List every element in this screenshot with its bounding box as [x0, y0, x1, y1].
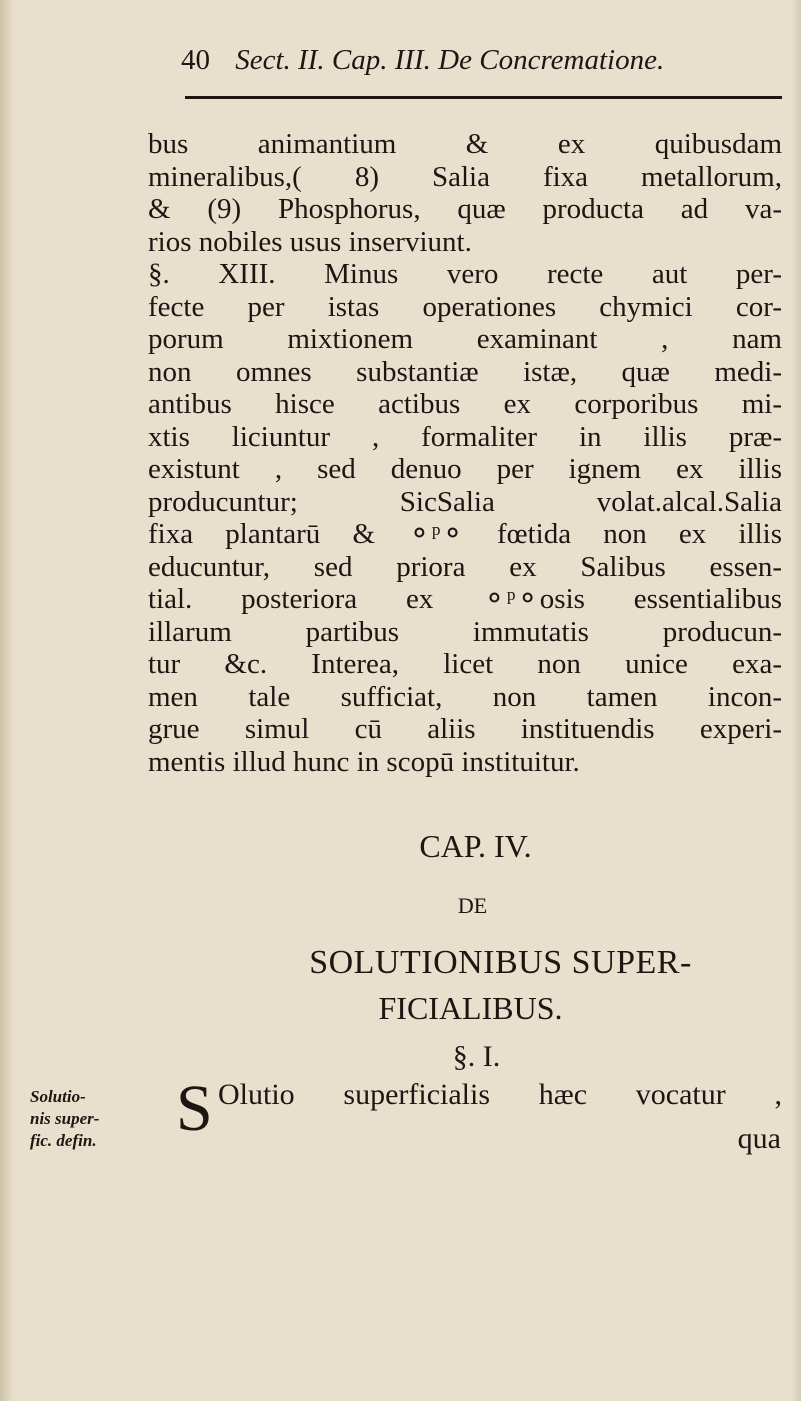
header-rule	[185, 96, 782, 99]
chapter-de: DE	[457, 893, 488, 918]
margin-note-line: Solutio-	[30, 1087, 86, 1106]
running-header	[181, 44, 664, 77]
text-line: fecte per istas operationes chymici cor-	[148, 290, 782, 323]
text-line: §. XIII. Minus vero recte aut per-	[148, 258, 782, 290]
text-line: educuntur, sed priora ex Salibus essen-	[148, 550, 782, 583]
chapter-title: CAP. IV.	[419, 828, 532, 864]
text-line: tur &c. Interea, licet non unice exa-	[148, 648, 782, 680]
text-line: existunt , sed denuo per ignem ex illis	[148, 453, 782, 485]
chapter-subtitle-1: SOLUTIONIBUS SUPER-	[309, 944, 692, 981]
chapter-subtitle-2: FICIALIBUS.	[378, 990, 563, 1026]
drop-cap: S	[176, 1072, 213, 1145]
text-line: men tale sufficiat, non tamen incon-	[148, 680, 782, 713]
page-number: 40	[181, 44, 210, 76]
text-line: mineralibus,( 8) Salia fixa metallorum,	[148, 160, 782, 193]
text-line: bus animantium & ex quibusdam	[148, 128, 782, 160]
running-title: Sect. II. Cap. III. De Concrematione.	[235, 44, 665, 76]
page-gutter	[0, 0, 14, 1401]
text-line: illarum partibus immutatis producun-	[148, 615, 782, 648]
page-edge	[791, 0, 801, 1401]
text-line: & (9) Phosphorus, quæ producta ad va-	[148, 193, 782, 225]
catchword: qua	[737, 1122, 781, 1155]
text-line: porum mixtionem examinant , nam	[148, 323, 782, 355]
text-line: tial. posteriora ex ⚬ᵖ⚬osis essentialibus	[148, 583, 782, 615]
text-line: mentis illud hunc in scopū instituitur.	[148, 745, 580, 778]
text-line: xtis liciuntur , formaliter in illis præ-	[148, 420, 782, 453]
text-line: fixa plantarū & ⚬ᵖ⚬ fœtida non ex illis	[148, 518, 782, 550]
text-line: non omnes substantiæ istæ, quæ medi-	[148, 355, 782, 388]
text-line: rios nobiles usus inserviunt.	[148, 225, 472, 258]
first-paragraph-line: Olutio superficialis hæc vocatur ,	[218, 1078, 782, 1111]
margin-note-line: nis super-	[30, 1109, 100, 1128]
text-line: grue simul cū aliis instituendis experi-	[148, 713, 782, 745]
margin-note	[30, 1086, 120, 1152]
text-line: producuntur; SicSalia volat.alcal.Salia	[148, 485, 782, 518]
section-number: §. I.	[452, 1040, 501, 1073]
margin-note-line: fic. defin.	[30, 1131, 97, 1150]
body-text	[148, 128, 782, 778]
text-line: antibus hisce actibus ex corporibus mi-	[148, 388, 782, 420]
